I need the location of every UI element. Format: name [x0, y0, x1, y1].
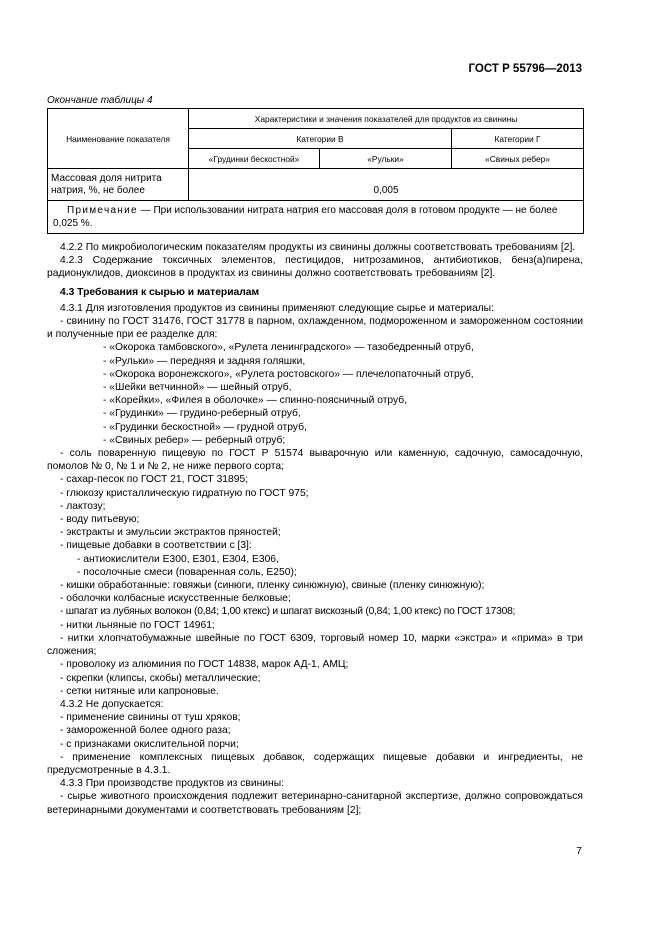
col-header-param: Наименование показателя	[48, 109, 189, 169]
list-item: - замороженной более одного раза;	[60, 725, 231, 737]
product-rulka: «Рульки»	[320, 149, 452, 169]
list-item: - экстракты и эмульсии экстрактов пряностей;	[60, 527, 281, 539]
document-body	[47, 241, 583, 817]
list-item: - с признаками окислительной порчи;	[60, 738, 239, 750]
list-item: - «Грудинки» — грудино-реберный отруб,	[103, 408, 301, 420]
list-item: - «Рульки» — передняя и задняя голяшки,	[103, 355, 306, 367]
category-g: Категории Г	[452, 129, 584, 149]
list-item: - применение комплексных пищевых добавок, содержащих пищевые добавки и ингредиенты, не предусмотренные в 4.3.1.	[47, 751, 583, 776]
list-item: - сетки нитяные или капроновые.	[60, 685, 219, 697]
list-item: - «Окорока воронежского», «Рулета ростовского» — плечелопаточный отруб,	[103, 368, 474, 380]
list-item: - кишки обработанные: говяжьи (синюги, пленку синюжную), свиные (пленку синюжную);	[60, 580, 485, 592]
list-item: - пищевые добавки в соответствии с [3]:	[60, 540, 252, 552]
paragraph-4-3-1: 4.3.1 Для изготовления продуктов из свинины применяют следующие сырье и материалы:	[60, 302, 494, 314]
page-number: 7	[576, 845, 582, 857]
list-item: - сырье животного происхождения подлежит ветеринарно-санитарной экспертизе, должно сопровождаться ветеринарными документами и соответствовать требованиям [2];	[47, 791, 583, 816]
category-b: Категории В	[189, 129, 452, 149]
product-grudinka: «Грудинки бескостной»	[189, 149, 320, 169]
section-heading-4-3: 4.3 Требования к сырью и материалам	[60, 286, 260, 298]
list-item: - «Свиных ребер» — реберный отруб;	[103, 434, 286, 446]
table-4	[47, 108, 584, 234]
list-item: - антиокислители Е300, Е301, Е304, Е306,	[77, 553, 279, 565]
list-item: - шпагат из лубяных волокон (0,84; 1,00 ктекс) и шпагат вискозный (0,84; 1,00 ктекс) по ГОСТ 17308;	[60, 606, 516, 618]
list-item: - скрепки (клипсы, скобы) металлические;	[60, 672, 261, 684]
paragraph-4-2-2: 4.2.2 По микробиологическим показателям продукты из свинины должны соответствовать требованиям [2].	[60, 242, 576, 253]
list-item: - нитки хлопчатобумажные швейные по ГОСТ 6309, торговый номер 10, марки «экстра» и «прима» в три сложения;	[47, 632, 583, 658]
list-item: - воду питьевую;	[60, 514, 140, 526]
list-item: - глюкозу кристаллическую гидратную по ГОСТ 975;	[60, 487, 309, 499]
list-item: - соль поваренную пищевую по ГОСТ Р 51574 выварочную или каменную, садочную, самосадочную, помолов № 0, № 1 и № 2, не ниже первого сорта;	[47, 448, 583, 473]
row-param-name: Массовая доля нитрита натрия, %, не более	[48, 169, 189, 201]
paragraph-4-3-3: 4.3.3 При производстве продуктов из свинины:	[60, 778, 285, 790]
paragraph-4-2-3: 4.2.3 Содержание токсичных элементов, пестицидов, нитрозаминов, антибиотиков, бенз(а)пирена, радионуклидов, диоксинов в продуктах из свинины должно соответствовать требованиям [2].	[47, 255, 583, 280]
list-item: - «Грудинки бескостной» — грудной отруб,	[103, 421, 307, 433]
list-item: - «Окорока тамбовского», «Рулета ленинградского» — тазобедренный отруб,	[103, 342, 474, 354]
list-item: - проволоку из алюминия по ГОСТ 14838, марок АД-1, АМЦ;	[60, 659, 349, 671]
list-item: - свинину по ГОСТ 31476, ГОСТ 31778 в парном, охлажденном, подмороженном и замороженном состоянии и полученные при ее разделке для:	[47, 316, 583, 341]
paragraph-4-3-2: 4.3.2 Не допускается:	[60, 698, 164, 710]
list-item: - оболочки колбасные искусственные белковые;	[60, 593, 291, 605]
list-item: - применение свинины от туш хряков;	[60, 712, 241, 724]
table-note	[48, 201, 584, 234]
note-label: Примечание	[67, 205, 138, 216]
list-item: - лактозу;	[60, 500, 106, 512]
note-text: — При использовании нитрата натрия его массовая доля в готовом продукте — не более 0,025 %.	[53, 205, 558, 229]
list-item: - нитки льняные по ГОСТ 14961;	[60, 619, 215, 631]
standard-number: ГОСТ Р 55796—2013	[468, 63, 582, 75]
list-item: - «Корейки», «Филея в оболочке» — спинно-поясничный отруб,	[103, 395, 408, 407]
list-item: - сахар-песок по ГОСТ 21, ГОСТ 31895;	[60, 474, 249, 486]
product-rebra: «Свиных ребер»	[452, 149, 584, 169]
row-value: 0,005	[189, 169, 584, 201]
table-caption: Окончание таблицы 4	[47, 95, 153, 106]
list-item: - посолочные смеси (поваренная соль, Е250);	[77, 566, 297, 578]
group-header: Характеристики и значения показателей для продуктов из свинины	[189, 109, 584, 129]
list-item: - «Шейки ветчинной» — шейный отруб,	[103, 382, 292, 394]
